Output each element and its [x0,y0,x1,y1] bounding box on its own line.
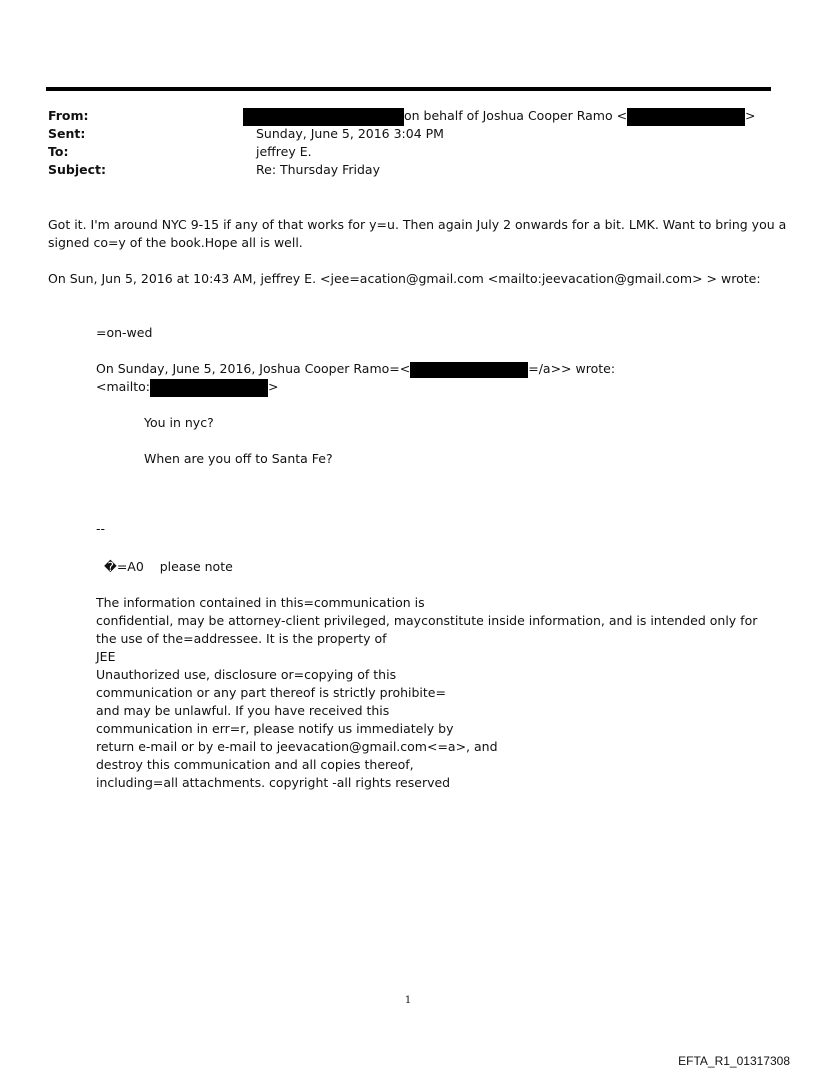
disclaimer-line: communication or any part thereof is strictly prohibite= [96,685,446,700]
disclaimer-line: Unauthorized use, disclosure or=copying of this [96,667,397,682]
quoted-mailto [96,378,279,397]
redaction-block [410,362,528,378]
quote-header: On Sun, Jun 5, 2016 at 10:43 AM, jeffrey E. <jee=acation@gmail.com <mailto:jeevacation@gmail.com> > wrote: [48,271,761,286]
body-line: signed co=y of the book.Hope all is well. [48,235,303,250]
disclaimer-line: return e-mail or by e-mail to jeevacation@gmail.com<=a>, and [96,739,498,754]
disclaimer-line: including=all attachments. copyright -all rights reserved [96,775,451,790]
subject-label: Subject: [48,162,106,177]
nested-quote-line: When are you off to Santa Fe? [144,451,333,466]
disclaimer-line: destroy this communication and all copies thereof, [96,757,414,772]
disclaimer-line: JEE [96,649,116,664]
redaction-block [150,379,268,397]
attribution-text: On Sunday, June 5, 2016, Joshua Cooper Ramo=< [96,361,411,376]
nested-quote-line: You in nyc? [144,415,214,430]
from-label: From: [48,108,89,123]
disclaimer [96,594,757,792]
to-label: To: [48,144,69,159]
bates-number: EFTA_R1_01317308 [678,1054,790,1068]
signature-dashes: -- [96,521,106,536]
disclaimer-line: communication in err=r, please notify us immediately by [96,721,454,736]
body-line: Got it. I'm around NYC 9-15 if any of that works for y=u. Then again July 2 onwards for a bit. LMK. Want to bring you a [48,217,787,232]
subject-value: Re: Thursday Friday [256,162,380,177]
quoted-attribution [96,360,615,378]
redaction-block [243,108,404,126]
disclaimer-line: confidential, may be attorney-client privileged, mayconstitute inside information, and is intended only for [96,613,758,628]
signature-note: �=A0 please note [104,559,233,574]
mailto-text: <mailto: [96,379,151,394]
sent-label: Sent: [48,126,86,141]
quoted-line: =on-wed [96,325,153,340]
to-value: jeffrey E. [256,144,312,159]
disclaimer-line: The information contained in this=communication is [96,595,425,610]
redaction-block [627,108,745,126]
disclaimer-line: and may be unlawful. If you have received this [96,703,390,718]
header-rule [46,87,771,91]
attribution-text: =/a>> wrote: [528,361,616,376]
from-value [243,107,756,126]
from-close: > [745,108,756,123]
mailto-text: > [268,379,279,394]
from-text: on behalf of Joshua Cooper Ramo < [404,108,628,123]
disclaimer-line: the use of the=addressee. It is the property of [96,631,387,646]
sent-value: Sunday, June 5, 2016 3:04 PM [256,126,444,141]
page-number: 1 [404,995,412,1006]
